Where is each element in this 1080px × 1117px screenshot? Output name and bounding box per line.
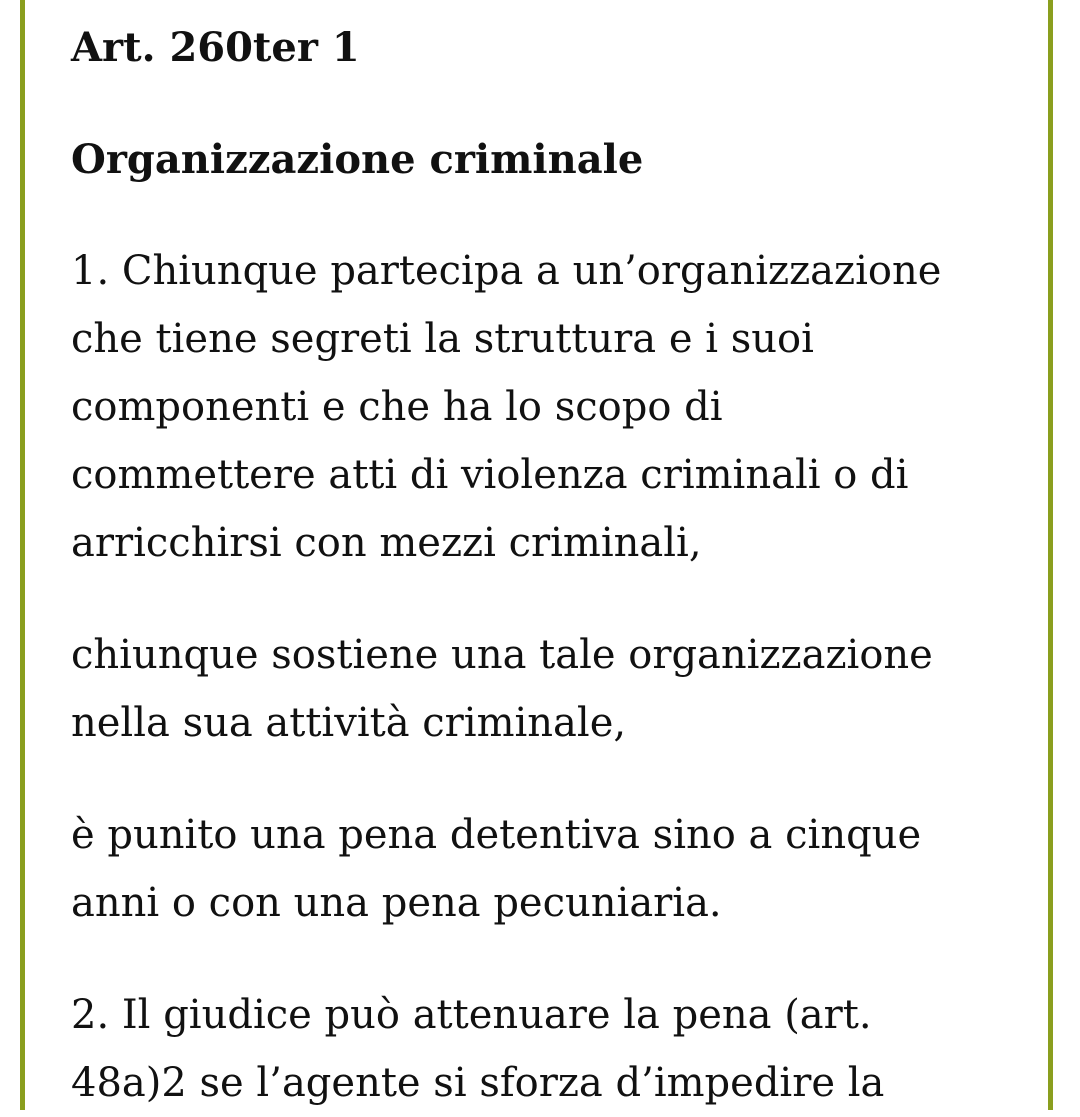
- article-title: Organizzazione criminale: [71, 136, 644, 183]
- paragraph-1: [71, 237, 1011, 577]
- paragraph-line: chiunque sostiene una tale organizzazione: [71, 632, 933, 678]
- paragraph-line: nella sua attività criminale,: [71, 700, 627, 746]
- paragraph-line: che tiene segreti la struttura e i suoi: [71, 316, 814, 362]
- article-number: Art. 260ter 1: [71, 24, 360, 71]
- paragraph-line: 48a)2 se l’agente si sforza d’impedire la: [71, 1060, 885, 1106]
- paragraph-line: arricchirsi con mezzi criminali,: [71, 520, 702, 566]
- paragraph-line: componenti e che ha lo scopo di: [71, 384, 723, 430]
- paragraph-line: 1. Chiunque partecipa a un’organizzazione: [71, 248, 942, 294]
- paragraph-4: [71, 981, 1011, 1117]
- paragraph-3: [71, 801, 1011, 937]
- paragraph-line: commettere atti di violenza criminali o di: [71, 452, 909, 498]
- paragraph-line: 2. Il giudice può attenuare la pena (art.: [71, 992, 872, 1038]
- paragraph-line: anni o con una pena pecuniaria.: [71, 880, 722, 926]
- paragraph-2: [71, 621, 1011, 757]
- paragraph-line: è punito una pena detentiva sino a cinque: [71, 812, 922, 858]
